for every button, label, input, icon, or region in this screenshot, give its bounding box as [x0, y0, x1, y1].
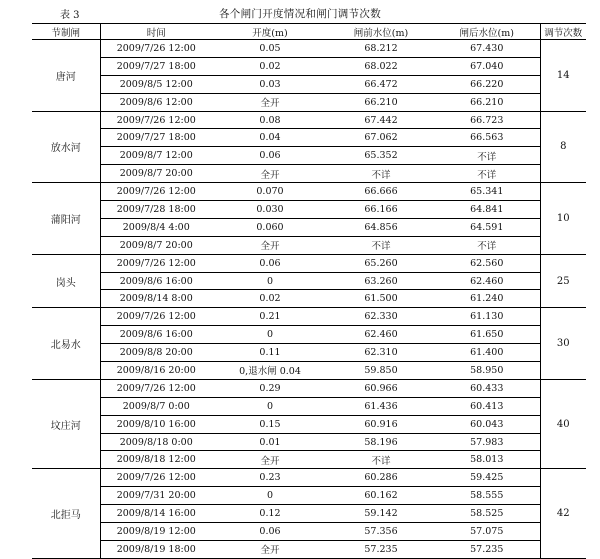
downstream-level-cell: 57.235	[434, 540, 540, 558]
time-cell: 2009/8/7 20:00	[100, 236, 212, 254]
opening-cell: 0.21	[212, 308, 328, 326]
gate-name-cell: 唐河	[32, 40, 100, 112]
downstream-level-cell: 60.413	[434, 397, 540, 415]
table-row	[32, 415, 586, 433]
upstream-level-cell: 不详	[328, 165, 434, 183]
time-cell: 2009/7/26 12:00	[100, 111, 212, 129]
upstream-level-cell: 61.500	[328, 290, 434, 308]
upstream-level-cell: 65.260	[328, 254, 434, 272]
upstream-level-cell: 68.212	[328, 40, 434, 58]
opening-cell: 0	[212, 397, 328, 415]
time-cell: 2009/8/6 16:00	[100, 326, 212, 344]
table-row	[32, 272, 586, 290]
downstream-level-cell: 58.013	[434, 451, 540, 469]
upstream-level-cell: 66.210	[328, 93, 434, 111]
downstream-level-cell: 58.950	[434, 362, 540, 380]
table-row	[32, 469, 586, 487]
opening-cell: 0.08	[212, 111, 328, 129]
upstream-level-cell: 66.166	[328, 201, 434, 219]
downstream-level-cell: 67.040	[434, 57, 540, 75]
opening-cell: 0.06	[212, 523, 328, 541]
opening-cell: 0.02	[212, 290, 328, 308]
opening-cell: 0.11	[212, 344, 328, 362]
time-cell: 2009/8/18 12:00	[100, 451, 212, 469]
downstream-level-cell: 58.525	[434, 505, 540, 523]
upstream-level-cell: 67.442	[328, 111, 434, 129]
table-row	[32, 111, 586, 129]
time-cell: 2009/7/28 18:00	[100, 201, 212, 219]
downstream-level-cell: 66.220	[434, 75, 540, 93]
upstream-level-cell: 62.310	[328, 344, 434, 362]
gate-name-cell: 北拒马	[32, 469, 100, 558]
time-cell: 2009/7/31 20:00	[100, 487, 212, 505]
upstream-level-cell: 64.856	[328, 218, 434, 236]
time-cell: 2009/8/5 12:00	[100, 75, 212, 93]
opening-cell: 0.02	[212, 57, 328, 75]
adjust-count-cell: 25	[540, 254, 586, 308]
adjust-count-cell: 30	[540, 308, 586, 380]
opening-cell: 0,退水闸 0.04	[212, 362, 328, 380]
header-gate: 节制闸	[32, 24, 100, 40]
opening-cell: 全开	[212, 236, 328, 254]
upstream-level-cell: 62.460	[328, 326, 434, 344]
downstream-level-cell: 66.723	[434, 111, 540, 129]
table-row	[32, 523, 586, 541]
header-opening: 开度(m)	[212, 24, 328, 40]
downstream-level-cell: 58.555	[434, 487, 540, 505]
time-cell: 2009/7/26 12:00	[100, 469, 212, 487]
table-body	[32, 40, 586, 559]
time-cell: 2009/7/26 12:00	[100, 254, 212, 272]
upstream-level-cell: 57.235	[328, 540, 434, 558]
upstream-level-cell: 60.162	[328, 487, 434, 505]
table-row	[32, 540, 586, 558]
time-cell: 2009/8/10 16:00	[100, 415, 212, 433]
downstream-level-cell: 不详	[434, 165, 540, 183]
downstream-level-cell: 67.430	[434, 40, 540, 58]
upstream-level-cell: 不详	[328, 451, 434, 469]
adjust-count-cell: 8	[540, 111, 586, 183]
table-row	[32, 183, 586, 201]
downstream-level-cell: 57.075	[434, 523, 540, 541]
downstream-level-cell: 62.460	[434, 272, 540, 290]
table-row	[32, 75, 586, 93]
upstream-level-cell: 60.286	[328, 469, 434, 487]
table-row	[32, 129, 586, 147]
opening-cell: 0.030	[212, 201, 328, 219]
opening-cell: 0	[212, 487, 328, 505]
time-cell: 2009/8/7 0:00	[100, 397, 212, 415]
table-row	[32, 93, 586, 111]
downstream-level-cell: 64.591	[434, 218, 540, 236]
table-row	[32, 326, 586, 344]
opening-cell: 0.29	[212, 379, 328, 397]
table-row	[32, 236, 586, 254]
downstream-level-cell: 66.563	[434, 129, 540, 147]
header-downstream: 闸后水位(m)	[434, 24, 540, 40]
time-cell: 2009/7/26 12:00	[100, 379, 212, 397]
time-cell: 2009/7/26 12:00	[100, 308, 212, 326]
header-upstream: 闸前水位(m)	[328, 24, 434, 40]
opening-cell: 0.15	[212, 415, 328, 433]
table-row	[32, 451, 586, 469]
adjust-count-cell: 14	[540, 40, 586, 112]
time-cell: 2009/8/4 4:00	[100, 218, 212, 236]
downstream-level-cell: 不详	[434, 236, 540, 254]
downstream-level-cell: 61.400	[434, 344, 540, 362]
time-cell: 2009/8/14 16:00	[100, 505, 212, 523]
table-number: 表 3	[60, 10, 80, 21]
upstream-level-cell: 59.850	[328, 362, 434, 380]
table-row	[32, 362, 586, 380]
opening-cell: 全开	[212, 165, 328, 183]
table-row	[32, 201, 586, 219]
upstream-level-cell: 58.196	[328, 433, 434, 451]
opening-cell: 全开	[212, 540, 328, 558]
opening-cell: 0.23	[212, 469, 328, 487]
upstream-level-cell: 61.436	[328, 397, 434, 415]
header-count: 调节次数	[540, 24, 586, 40]
downstream-level-cell: 66.210	[434, 93, 540, 111]
downstream-level-cell: 62.560	[434, 254, 540, 272]
downstream-level-cell: 不详	[434, 147, 540, 165]
opening-cell: 全开	[212, 451, 328, 469]
table-row	[32, 40, 586, 58]
adjust-count-cell: 42	[540, 469, 586, 558]
downstream-level-cell: 64.841	[434, 201, 540, 219]
table-row	[32, 57, 586, 75]
opening-cell: 全开	[212, 93, 328, 111]
table-row	[32, 433, 586, 451]
upstream-level-cell: 63.260	[328, 272, 434, 290]
time-cell: 2009/8/19 12:00	[100, 523, 212, 541]
gate-name-cell: 岗头	[32, 254, 100, 308]
table-row	[32, 487, 586, 505]
time-cell: 2009/8/16 20:00	[100, 362, 212, 380]
adjust-count-cell: 10	[540, 183, 586, 255]
opening-cell: 0	[212, 326, 328, 344]
time-cell: 2009/7/27 18:00	[100, 57, 212, 75]
gate-regulation-table	[32, 23, 586, 559]
upstream-level-cell: 62.330	[328, 308, 434, 326]
opening-cell: 0.03	[212, 75, 328, 93]
opening-cell: 0	[212, 272, 328, 290]
upstream-level-cell: 66.666	[328, 183, 434, 201]
time-cell: 2009/8/6 16:00	[100, 272, 212, 290]
table-row	[32, 344, 586, 362]
table-row	[32, 379, 586, 397]
time-cell: 2009/7/26 12:00	[100, 183, 212, 201]
table-title: 各个闸门开度情况和闸门调节次数	[219, 8, 381, 20]
time-cell: 2009/8/14 8:00	[100, 290, 212, 308]
gate-name-cell: 蒲阳河	[32, 183, 100, 255]
table-row	[32, 505, 586, 523]
table-caption	[0, 0, 600, 22]
opening-cell: 0.12	[212, 505, 328, 523]
downstream-level-cell: 65.341	[434, 183, 540, 201]
header-time: 时间	[100, 24, 212, 40]
table-row	[32, 218, 586, 236]
time-cell: 2009/8/7 20:00	[100, 165, 212, 183]
table-row	[32, 308, 586, 326]
time-cell: 2009/8/8 20:00	[100, 344, 212, 362]
upstream-level-cell: 60.916	[328, 415, 434, 433]
upstream-level-cell: 不详	[328, 236, 434, 254]
table-row	[32, 254, 586, 272]
downstream-level-cell: 60.043	[434, 415, 540, 433]
time-cell: 2009/8/18 0:00	[100, 433, 212, 451]
gate-name-cell: 坟庄河	[32, 379, 100, 468]
downstream-level-cell: 60.433	[434, 379, 540, 397]
gate-name-cell: 北易水	[32, 308, 100, 380]
opening-cell: 0.05	[212, 40, 328, 58]
opening-cell: 0.06	[212, 254, 328, 272]
downstream-level-cell: 61.240	[434, 290, 540, 308]
table-row	[32, 165, 586, 183]
header-row	[32, 24, 586, 40]
upstream-level-cell: 60.966	[328, 379, 434, 397]
time-cell: 2009/8/19 18:00	[100, 540, 212, 558]
gate-name-cell: 放水河	[32, 111, 100, 183]
time-cell: 2009/8/7 12:00	[100, 147, 212, 165]
downstream-level-cell: 57.983	[434, 433, 540, 451]
upstream-level-cell: 65.352	[328, 147, 434, 165]
upstream-level-cell: 57.356	[328, 523, 434, 541]
opening-cell: 0.06	[212, 147, 328, 165]
upstream-level-cell: 68.022	[328, 57, 434, 75]
downstream-level-cell: 59.425	[434, 469, 540, 487]
adjust-count-cell: 40	[540, 379, 586, 468]
table-row	[32, 397, 586, 415]
opening-cell: 0.070	[212, 183, 328, 201]
table-row	[32, 290, 586, 308]
upstream-level-cell: 59.142	[328, 505, 434, 523]
upstream-level-cell: 67.062	[328, 129, 434, 147]
table-row	[32, 147, 586, 165]
downstream-level-cell: 61.650	[434, 326, 540, 344]
upstream-level-cell: 66.472	[328, 75, 434, 93]
opening-cell: 0.060	[212, 218, 328, 236]
time-cell: 2009/8/6 12:00	[100, 93, 212, 111]
time-cell: 2009/7/27 18:00	[100, 129, 212, 147]
opening-cell: 0.01	[212, 433, 328, 451]
downstream-level-cell: 61.130	[434, 308, 540, 326]
opening-cell: 0.04	[212, 129, 328, 147]
time-cell: 2009/7/26 12:00	[100, 40, 212, 58]
